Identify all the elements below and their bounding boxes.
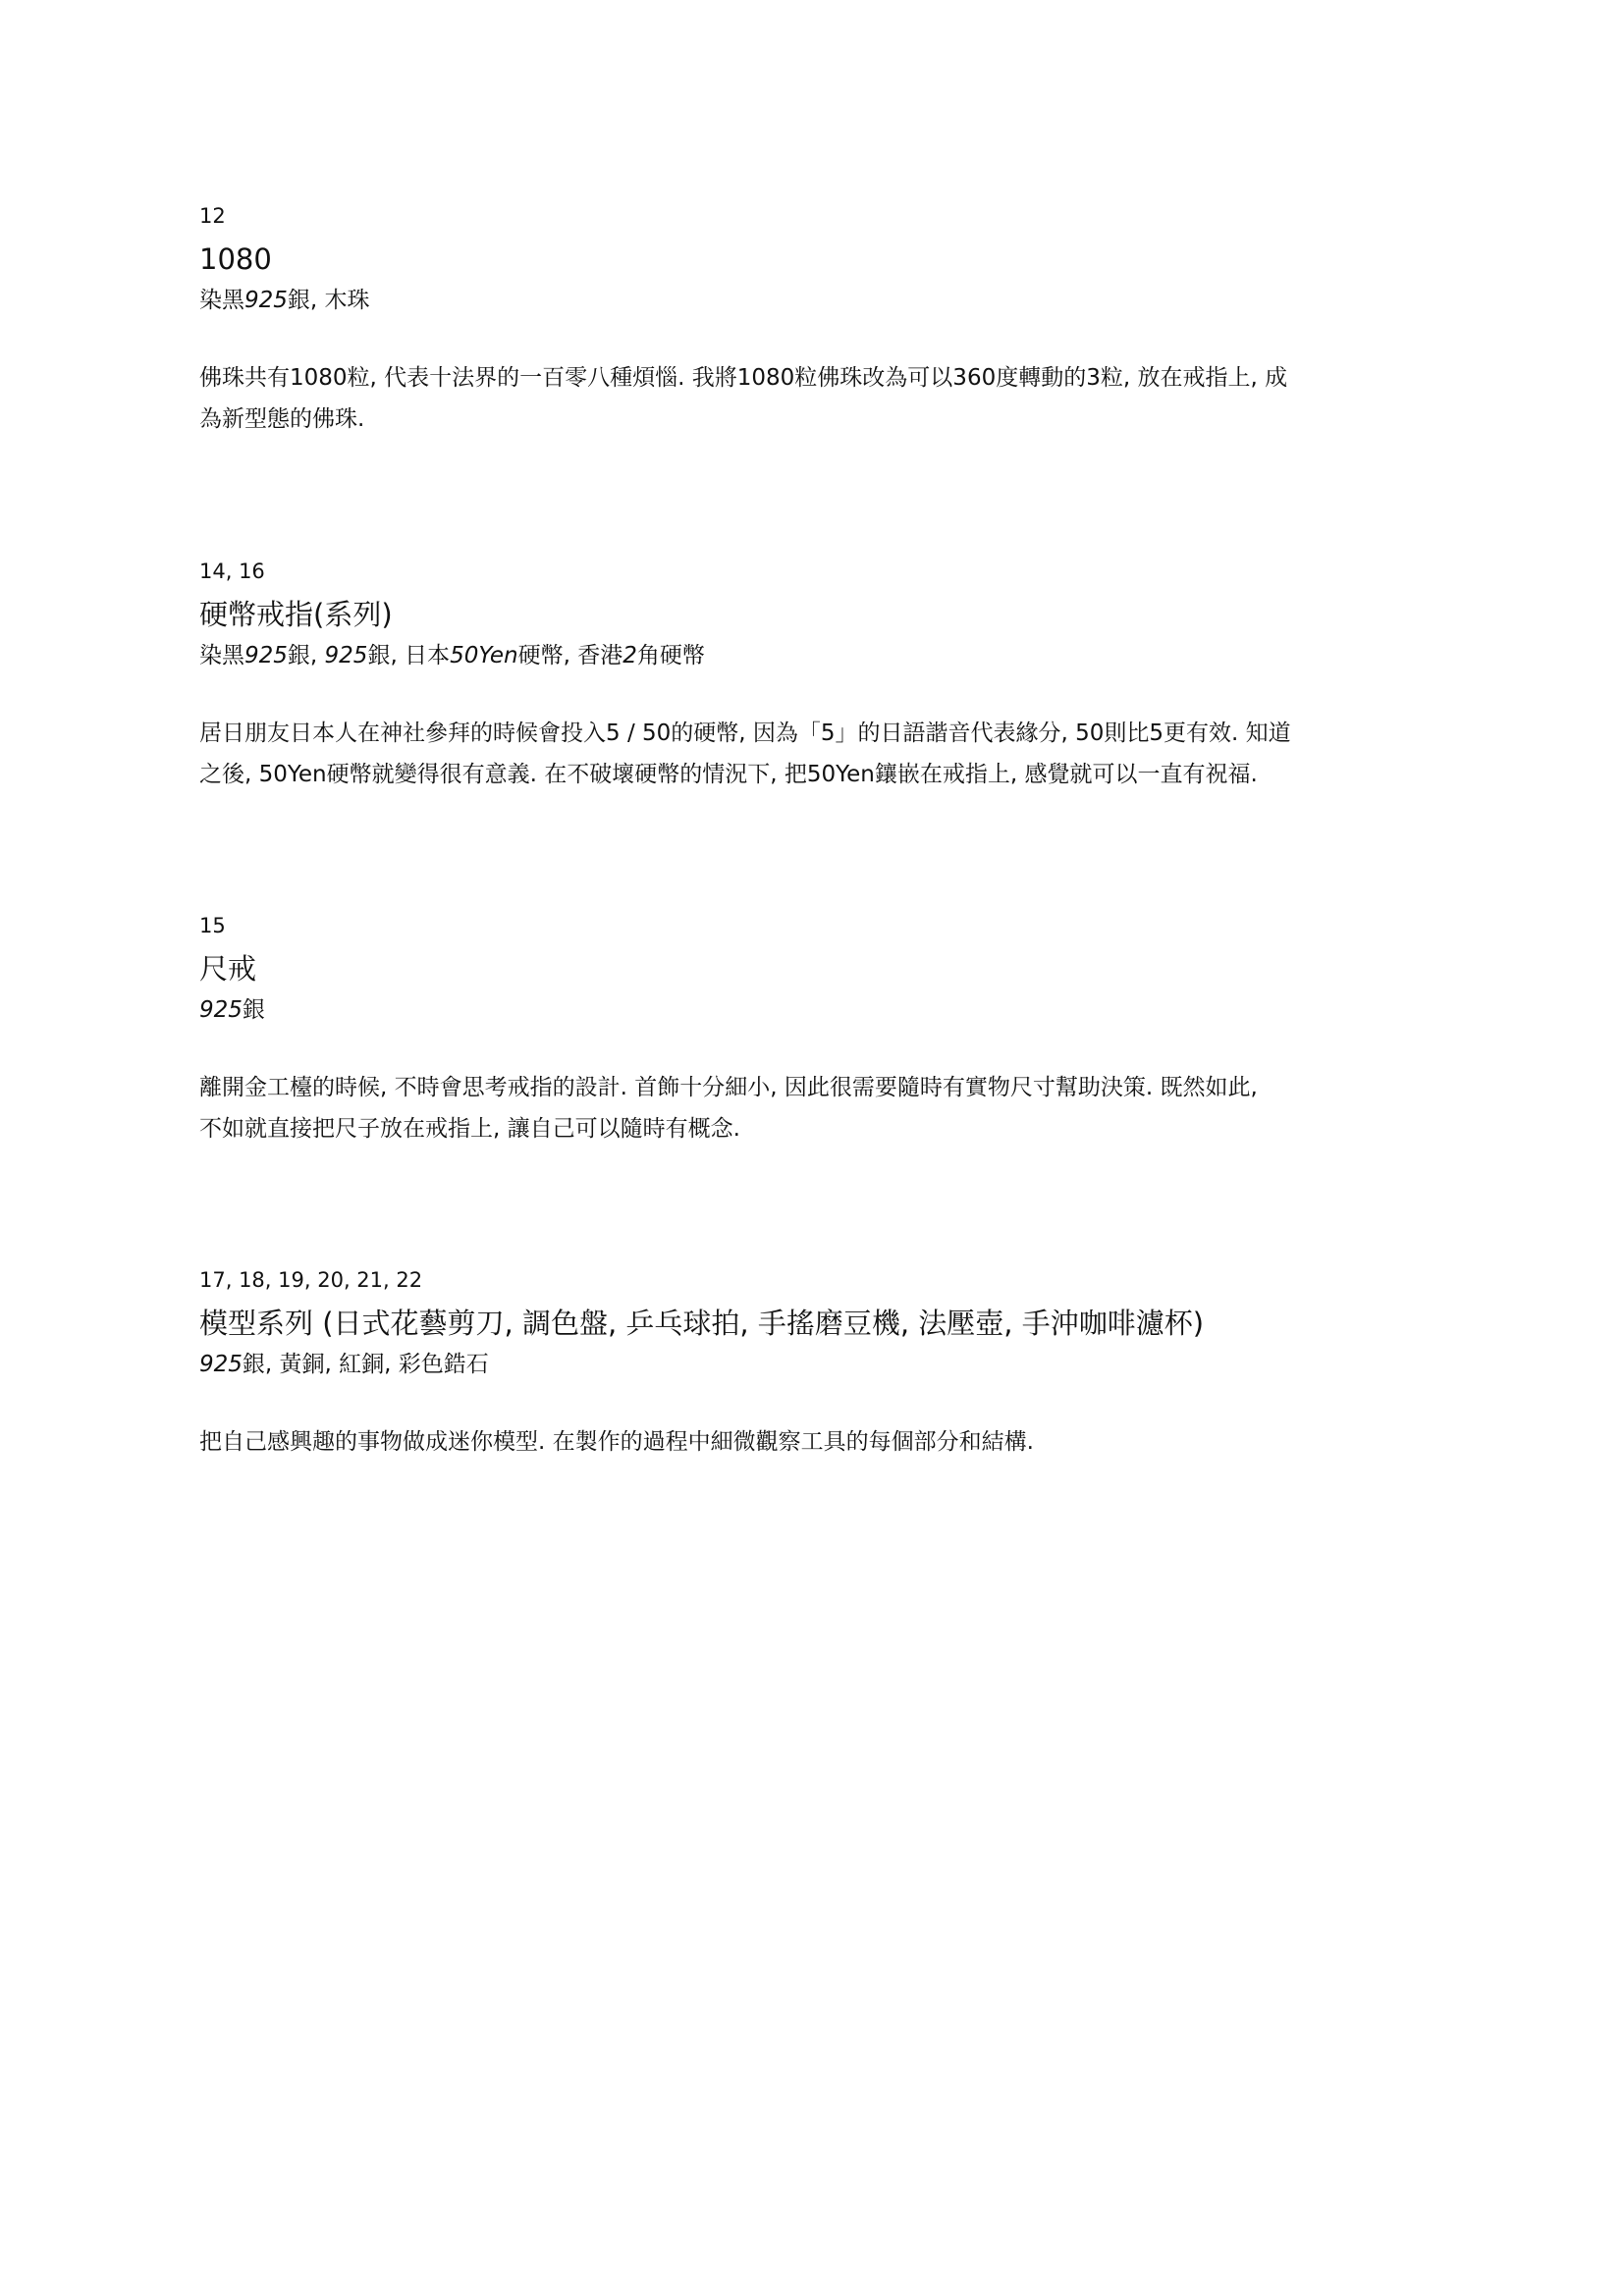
figure-numbers: 14, 16 — [199, 560, 265, 583]
description-line: 佛珠共有1080粒, 代表十法界的一百零八種煩惱. 我將1080粒佛珠改為可以360度轉動的3粒, 放在戒指上, 成 — [199, 365, 1288, 391]
work-materials — [199, 1344, 1446, 1385]
description-line: 離開金工檯的時候, 不時會思考戒指的設計. 首飾十分細小, 因此很需要隨時有實物尺寸幫助決策. 既然如此, — [199, 1075, 1258, 1100]
work-title: 模型系列 (日式花藝剪刀, 調色盤, 乒乓球拍, 手搖磨豆機, 法壓壺, 手沖咖啡濾杯) — [199, 1307, 1205, 1340]
work-title: 硬幣戒指(系列) — [199, 598, 393, 631]
work-description — [199, 1421, 1446, 1463]
material-segment: 925 — [244, 643, 288, 668]
material-segment: 925 — [199, 997, 243, 1023]
work-entry — [199, 201, 1446, 440]
material-segment: 925 — [199, 1352, 243, 1377]
work-materials — [199, 635, 1446, 676]
figure-numbers: 17, 18, 19, 20, 21, 22 — [199, 1268, 423, 1292]
description-line: 為新型態的佛珠. — [199, 406, 365, 432]
material-segment: 銀 — [242, 997, 265, 1023]
figure-numbers: 15 — [199, 914, 226, 937]
material-segment: 925 — [244, 288, 288, 313]
material-segment: 50Yen — [450, 643, 518, 668]
material-segment: 角硬幣 — [636, 643, 705, 668]
material-segment: 銀, 木珠 — [287, 288, 370, 313]
work-entry — [199, 1265, 1446, 1463]
material-segment: 2 — [623, 643, 637, 668]
material-segment: 硬幣, 香港 — [517, 643, 623, 668]
work-entry — [199, 557, 1446, 795]
work-title: 尺戒 — [199, 952, 257, 986]
figure-numbers: 12 — [199, 204, 226, 228]
description-line: 居日朋友日本人在神社參拜的時候會投入5 / 50的硬幣, 因為「5」的日語諧音代表緣分, 50則比5更有效. 知道 — [199, 721, 1291, 746]
material-segment: 染黑 — [199, 643, 244, 668]
description-line: 把自己感興趣的事物做成迷你模型. 在製作的過程中細微觀察工具的每個部分和結構. — [199, 1429, 1034, 1455]
material-segment: 染黑 — [199, 288, 244, 313]
material-segment: 銀, — [287, 643, 325, 668]
work-materials — [199, 280, 1446, 321]
material-segment: 925 — [324, 643, 368, 668]
material-segment: 銀, 日本 — [367, 643, 451, 668]
work-description — [199, 357, 1446, 440]
work-description — [199, 1067, 1446, 1149]
description-line: 不如就直接把尺子放在戒指上, 讓自己可以隨時有概念. — [199, 1116, 740, 1142]
work-materials — [199, 989, 1446, 1031]
material-segment: 銀, 黃銅, 紅銅, 彩色鋯石 — [242, 1352, 489, 1377]
work-title: 1080 — [199, 242, 272, 276]
work-entry — [199, 911, 1446, 1149]
work-description — [199, 713, 1446, 795]
description-line: 之後, 50Yen硬幣就變得很有意義. 在不破壞硬幣的情況下, 把50Yen鑲嵌在戒指上, 感覺就可以一直有祝福. — [199, 762, 1258, 787]
